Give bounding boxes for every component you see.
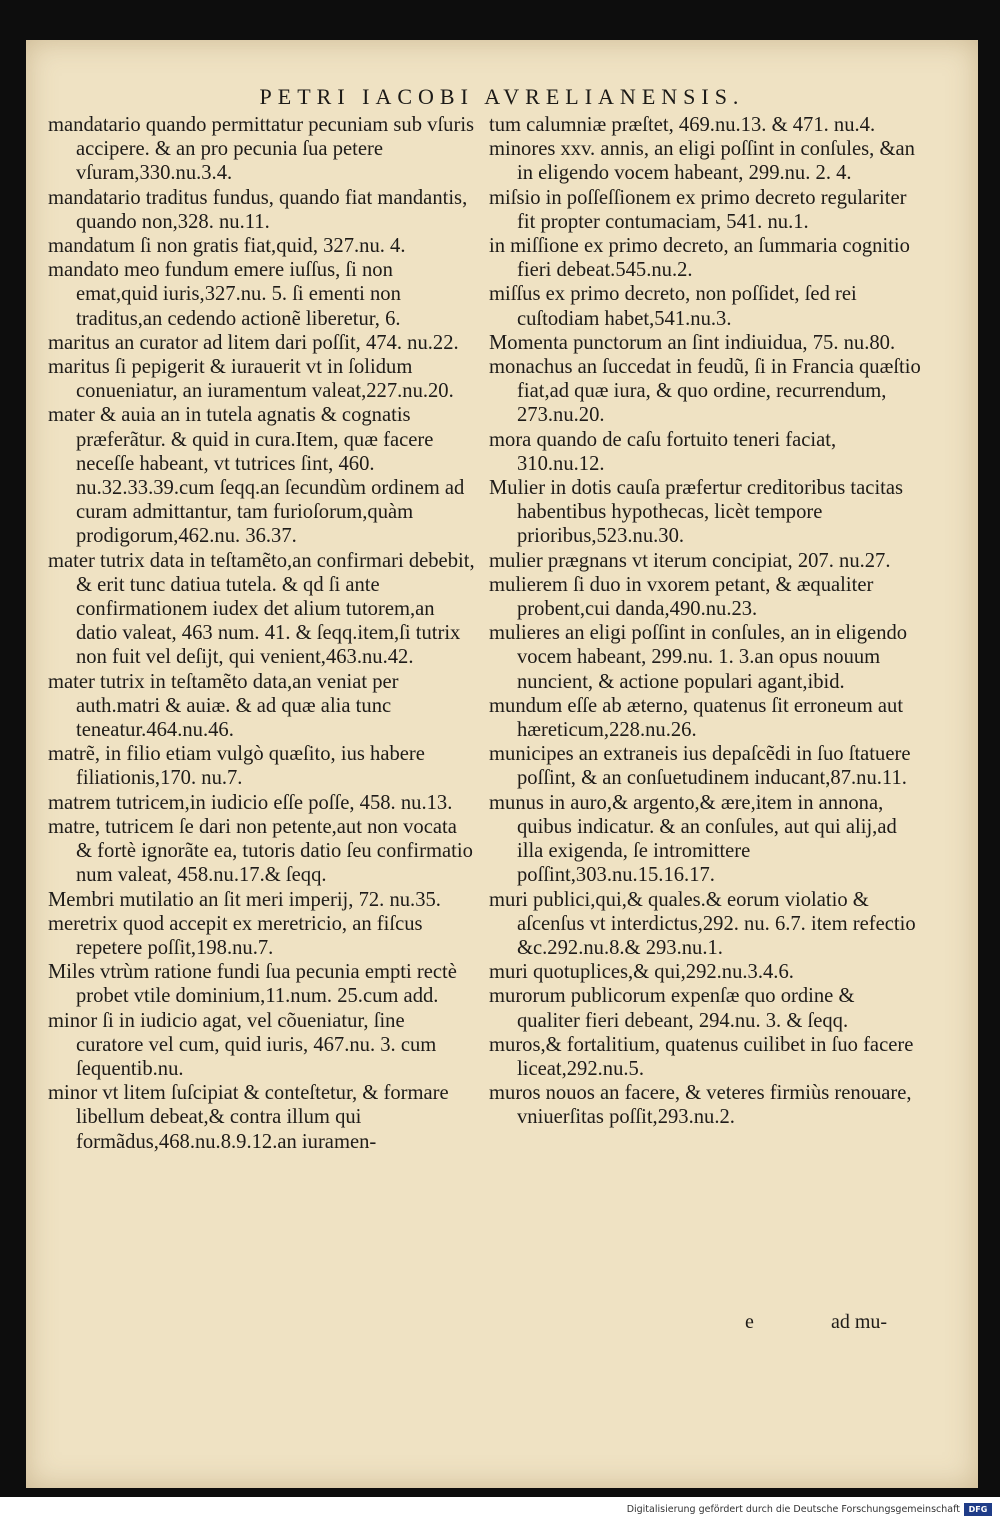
index-entry: mulieres an eligi poſſint in conſules, an in eligendo vocem habeant, 299.nu. 1. 3.an opus nouum nuncient, & actione populari agant,ibid. (489, 622, 908, 693)
index-entry: matrem tutricem,in iudicio eſſe poſſe, 458. nu.13. (48, 791, 453, 814)
running-head: PETRI IACOBI AVRELIANENSIS. (259, 84, 745, 109)
index-entry: mandatum ſi non gratis fiat,quid, 327.nu. 4. (48, 235, 406, 258)
index-entry: muros nouos an facere, & veteres firmiùs renouare, vniuerſitas poſſit,293.nu.2. (489, 1082, 912, 1129)
index-entry: mandatario traditus fundus, quando fiat mandantis, quando non,328. nu.11. (48, 186, 468, 233)
index-entry: muri publici,qui,& quales.& eorum violatio & aſcenſus vt interdictus,292. nu. 6.7. item refectio &c.292.nu.8.& 293.nu.1. (489, 888, 916, 959)
index-entry: municipes an extraneis ius depaſcẽdi in ſuo ſtatuere poſſint, & an conſuetudinem inducant,87.nu.11. (489, 743, 911, 790)
book-page (26, 40, 978, 1488)
catchword: ad mu- (831, 1311, 888, 1333)
index-entry: minores xxv. annis, an eligi poſſint in conſules, &an in eligendo vocem habeant, 299.nu. 2. 4. (489, 138, 915, 185)
digitization-footer (0, 1497, 1000, 1522)
index-entry: tum calumniæ præſtet, 469.nu.13. & 471. nu.4. (489, 114, 876, 136)
index-entry: muros,& fortalitium, quatenus cuilibet in ſuo facere liceat,292.nu.5. (489, 1033, 914, 1080)
index-entry: maritus an curator ad litem dari poſſit, 474. nu.22. (48, 331, 459, 354)
index-entry: miſſus ex primo decreto, non poſſidet, ſed rei cuſtodiam habet,541.nu.3. (489, 283, 857, 330)
index-column-right (489, 113, 921, 1130)
index-entry: mulierem ſi duo in vxorem petant, & æqualiter probent,cui danda,490.nu.23. (489, 573, 874, 621)
dfg-logo: DFG (964, 1503, 992, 1516)
index-entry: in miſſione ex primo decreto, an ſummaria cognitio fieri debeat.545.nu.2. (489, 235, 910, 282)
index-entry: mora quando de caſu fortuito teneri faciat, 310.nu.12. (489, 428, 837, 475)
index-entry: miſsio in poſſeſſionem ex primo decreto regulariter fit propter contumaciam, 541. nu.1. (489, 186, 907, 233)
page-footer-marks (26, 1311, 978, 1335)
index-entry: mulier prægnans vt iterum concipiat, 207. nu.27. (489, 549, 891, 572)
index-entry: matrẽ, in filio etiam vulgò quæſito, ius habere filiationis,170. nu.7. (48, 743, 425, 790)
index-entry: murorum publicorum expenſæ quo ordine & qualiter fieri debeant, 294.nu. 3. & ſeqq. (489, 985, 855, 1032)
index-entry: minor vt litem ſuſcipiat & conteſtetur, & formare libellum debeat,& contra illum qui formãdus,468.nu.8.9.12.an iuramen- (48, 1082, 449, 1153)
index-entry: Mulier in dotis cauſa præfertur creditoribus tacitas habentibus hypothecas, licèt tempore prioribus,523.nu.30. (489, 477, 904, 548)
index-entry: mater tutrix data in teſtamẽto,an confirmari debebit, & erit tunc datiua tutela. & qd ſi ante confirmationem iudex det alium tutorem,an datio valeat, 463 num. 41. & ſeqq.item,ſi tutrix non fuit vel deſijt, qui venient,463.nu.42. (48, 549, 475, 669)
index-entry: mater & auia an in tutela agnatis & cognatis præferãtur. & quid in cura.Item, quæ facere neceſſe habeant, vt tutrices ſint, 460. nu.32.33.39.cum ſeqq.an ſecundùm ordinem ad curam admittantur, tam furioſorum,quàm prodigorum,462.nu. 36.37. (48, 404, 465, 548)
index-entry: meretrix quod accepit ex meretricio, an fiſcus repetere poſſit,198.nu.7. (48, 912, 423, 959)
index-entry: Miles vtrùm ratione fundi ſua pecunia empti rectè probet vtile dominium,11.num. 25.cum add. (48, 961, 457, 1008)
index-entry: monachus an ſuccedat in feudũ, ſi in Francia quæſtio fiat,ad quæ iura, & quo ordine, recurrendum, 273.nu.20. (489, 356, 921, 427)
index-entry: mundum eſſe ab æterno, quatenus ſit erroneum aut hæreticum,228.nu.26. (489, 694, 904, 742)
index-entry: mater tutrix in teſtamẽto data,an veniat per auth.matri & auiæ. & ad quæ alia tunc teneatur.464.nu.46. (48, 670, 399, 742)
index-column-left (48, 113, 476, 1154)
index-entry: muri quotuplices,& qui,292.nu.3.4.6. (489, 961, 794, 984)
index-entry: munus in auro,& argento,& ære,item in annona, quibus indicatur. & an conſules, aut qui alij,ad illa exigenda, ſe intromittere poſſint,303.nu.15.16.17. (489, 791, 897, 887)
index-entry: matre, tutricem ſe dari non petente,aut non vocata & fortè ignorãte ea, tutoris datio ſeu confirmatio num valeat, 458.nu.17.& ſeqq. (48, 815, 473, 887)
index-entry: mandatario quando permittatur pecuniam sub vſuris accipere. & an pro pecunia ſua petere vſuram,330.nu.3.4. (48, 114, 475, 185)
index-entry: maritus ſi pepigerit & iurauerit vt in ſolidum conueniatur, an iuramentum valeat,227.nu.20. (48, 356, 454, 403)
index-entry: mandato meo fundum emere iuſſus, ſi non emat,quid iuris,327.nu. 5. ſi ementi non traditus,an cedendo actionẽ liberetur, 6. (48, 259, 401, 330)
index-entry: minor ſi in iudicio agat, vel cõueniatur, ſine curatore vel cum, quid iuris, 467.nu. 3. cum ſequentib.nu. (48, 1009, 437, 1080)
signature-mark: e (745, 1311, 754, 1333)
index-entry: Membri mutilatio an ſit meri imperij, 72. nu.35. (48, 888, 441, 911)
index-entry: Momenta punctorum an ſint indiuidua, 75. nu.80. (489, 331, 896, 354)
funding-credit: Digitalisierung gefördert durch die Deutsche Forschungsgemeinschaft (626, 1504, 960, 1515)
